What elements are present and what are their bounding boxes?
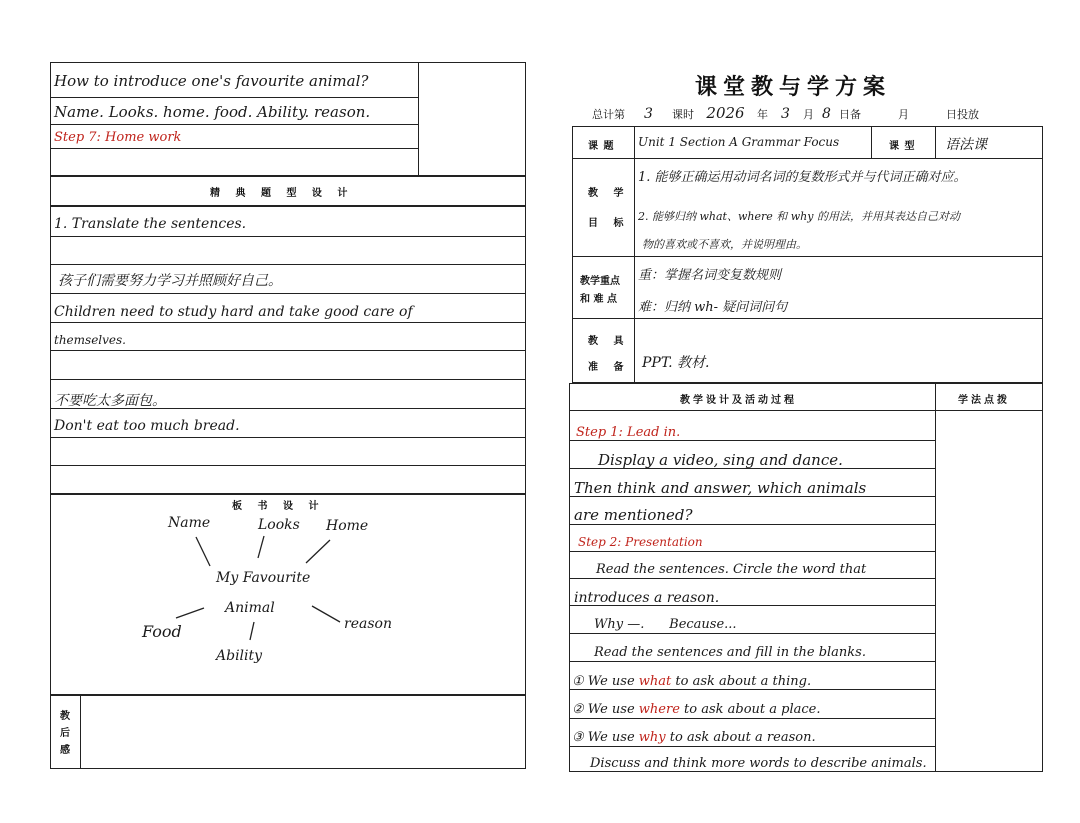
plan-title: 课堂教与学方案 [695, 75, 892, 100]
type-value: 语法课 [945, 137, 987, 153]
exercise-section-title: 精 典 题 型 设 计 [210, 188, 354, 199]
reflection-label: 教后感 [60, 711, 70, 756]
what-word: what [638, 674, 672, 689]
step1-label: Step 1: Lead in. [576, 425, 681, 440]
goal-1: 1. 能够正确运用动词名词的复数形式并与代词正确对应。 [638, 170, 967, 185]
mind-reason: reason [344, 616, 392, 632]
tips-title: 学法点拨 [958, 395, 1010, 406]
en-sentence-1b: themselves. [54, 333, 126, 347]
prep-value: PPT. 教材. [642, 355, 710, 371]
goal-label-2: 目 标 [588, 218, 630, 229]
prep-label-1: 教 具 [588, 336, 630, 347]
activity-line-2: Then think and answer, which animals [574, 479, 867, 497]
month2-label: 月 [898, 108, 909, 121]
year-label: 年 [757, 108, 768, 121]
mind-name: Name [168, 515, 211, 531]
prep-label-2: 准 备 [588, 362, 630, 373]
en-sentence-2: Don't eat too much bread. [54, 418, 240, 434]
design-title: 教学设计及活动过程 [680, 395, 797, 406]
cn-sentence-1: 孩子们需要努力学习并照顾好自己。 [58, 273, 282, 289]
day2-label: 日投放 [946, 108, 979, 121]
question-line: How to introduce one's favourite animal? [54, 72, 369, 90]
translate-heading: 1. Translate the sentences. [54, 216, 247, 232]
day-value: 8 [822, 106, 831, 122]
goal-2b: 物的喜欢或不喜欢，并说明理由。 [642, 238, 807, 251]
mind-center-1: My Favourite [216, 570, 311, 586]
rule-line-2: ② We use where to ask about a place. [572, 702, 821, 717]
mind-ability: Ability [216, 648, 263, 664]
key-point: 重：掌握名词变复数规则 [638, 268, 782, 283]
month-value: 3 [781, 106, 790, 122]
mind-looks: Looks [258, 517, 300, 533]
meta-row [592, 104, 979, 122]
activity-line-6: Why —. Because... [594, 617, 737, 632]
activity-line-8: Discuss and think more words to describe animals. [590, 756, 927, 771]
type-label: 课 型 [889, 141, 916, 152]
mind-home: Home [326, 518, 369, 534]
total-value: 3 [644, 106, 653, 122]
topic-value: Unit 1 Section A Grammar Focus [638, 135, 840, 149]
key-label-2: 和 难 点 [580, 294, 617, 305]
lesson-label: 课时 [672, 108, 694, 121]
en-sentence-1a: Children need to study hard and take good care of [54, 304, 413, 320]
activity-line-5: introduces a reason. [574, 590, 720, 606]
rule-line-1: ① We use what to ask about a thing. [572, 674, 812, 689]
rule-line-3: ③ We use why to ask about a reason. [572, 730, 816, 745]
mind-food: Food [142, 622, 182, 641]
step2-label: Step 2: Presentation [578, 535, 703, 549]
activity-line-4: Read the sentences. Circle the word that [596, 562, 867, 577]
activity-line-3: are mentioned? [574, 506, 693, 524]
mind-center-2: Animal [225, 600, 275, 616]
why-word: why [638, 730, 666, 745]
mind-map-connectors [0, 0, 540, 700]
cn-sentence-2: 不要吃太多面包。 [54, 393, 166, 409]
day-label: 日备 [839, 108, 861, 121]
activity-line-7: Read the sentences and fill in the blanks. [594, 645, 866, 660]
goal-2a: 2. 能够归纳 what、where 和 why 的用法，并用其表达自己对动 [638, 210, 960, 223]
board-design-title: 板 书 设 计 [232, 501, 325, 512]
step7-label: Step 7: Home work [54, 130, 182, 145]
activity-line-1: Display a video, sing and dance. [598, 451, 843, 469]
month-label: 月 [803, 108, 814, 121]
where-word: where [638, 702, 680, 717]
total-label: 总计第 [592, 108, 625, 121]
plan-table [572, 126, 1043, 383]
topic-label: 课 题 [588, 141, 615, 152]
key-label-1: 教学重点 [580, 276, 620, 287]
difficult-point: 难：归纳 wh- 疑问词问句 [638, 300, 788, 315]
year-value: 2026 [706, 104, 745, 122]
goal-label-1: 教 学 [588, 188, 630, 199]
items-line: Name. Looks. home. food. Ability. reason. [54, 103, 371, 121]
